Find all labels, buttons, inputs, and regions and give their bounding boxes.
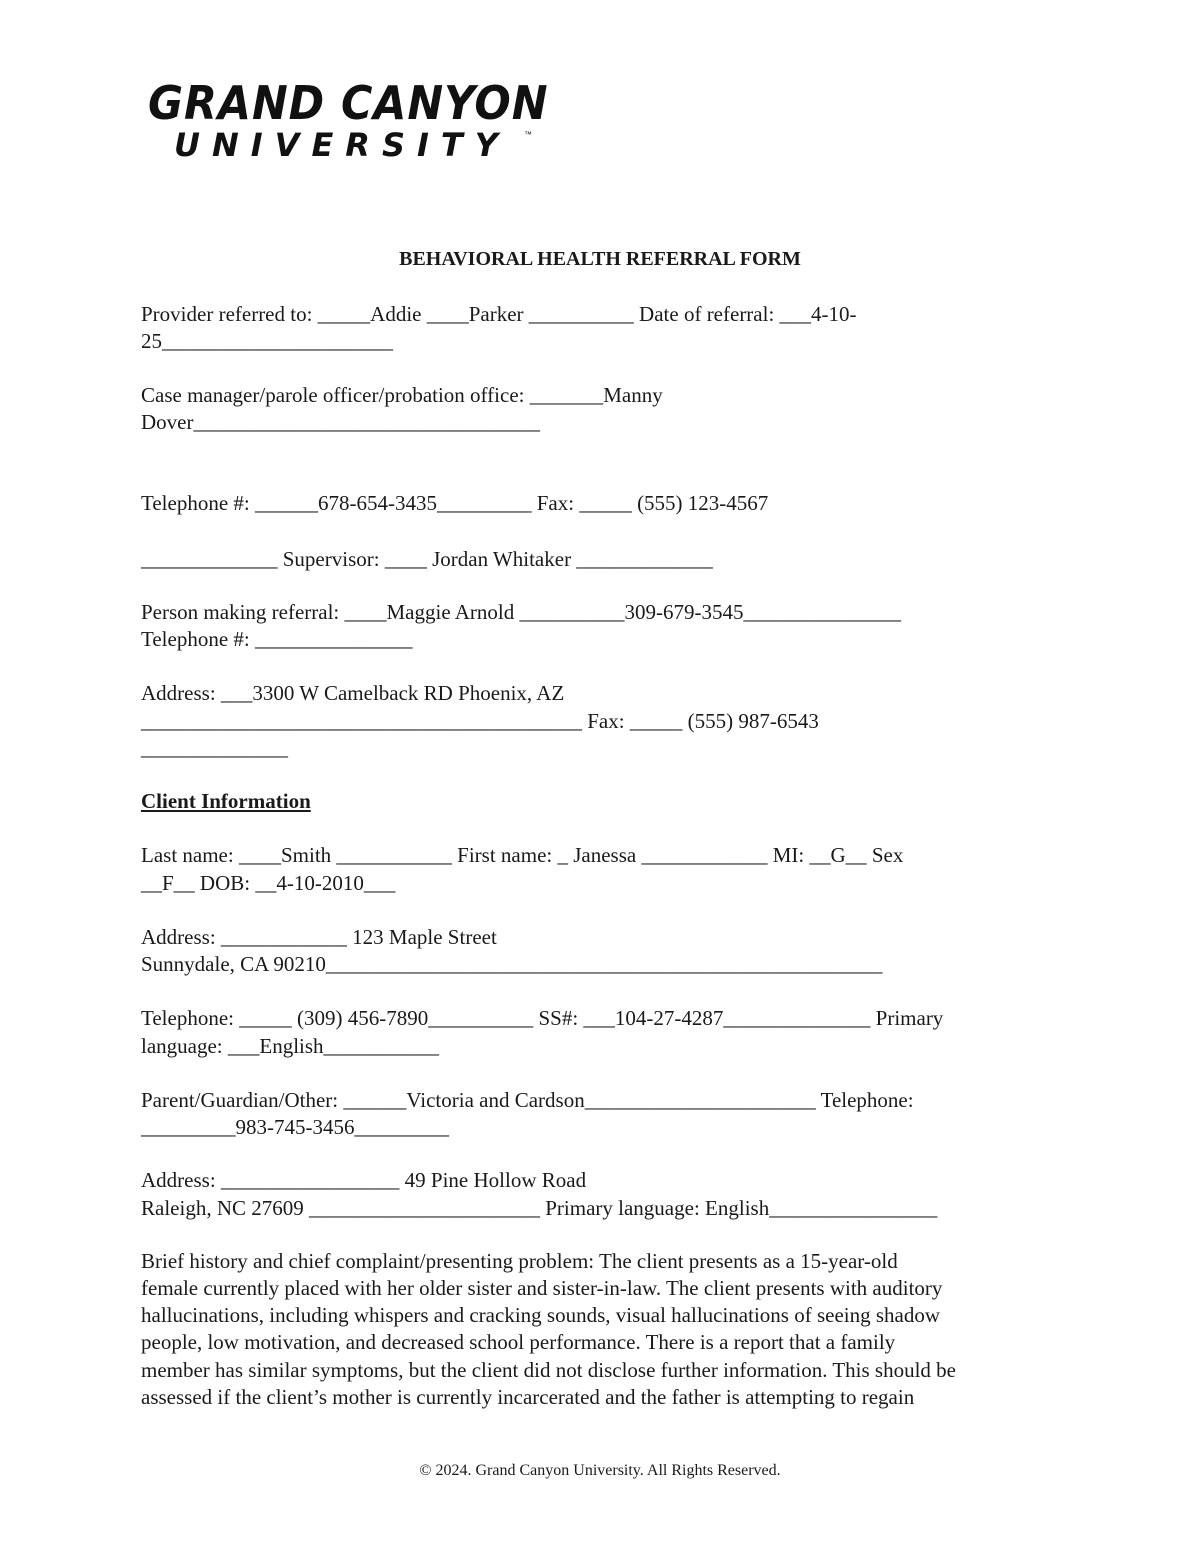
history-line-6: assessed if the client’s mother is currently incarcerated and the father is attempting to regain [141,1385,915,1409]
client-telephone-line: Telephone: _____ (309) 456-7890__________ SS#: ___104-27-4287______________ Primary [141,1006,944,1030]
referrer-blank-line: ______________ [141,736,288,760]
referrer-fax-line: __________________________________________ Fax: _____ (555) 987-6543 [141,709,819,733]
history-line-1: Brief history and chief complaint/presenting problem: The client presents as a 15-year-old [141,1249,898,1273]
client-name-line: Last name: ____Smith ___________ First name: _ Janessa ____________ MI: __G__ Sex [141,843,904,867]
telephone-fax-line: Telephone #: ______678-654-3435_________ Fax: _____ (555) 123-4567 [141,491,769,515]
client-sex-dob-line: __F__ DOB: __4-10-2010___ [141,871,396,895]
case-manager-line: Case manager/parole officer/probation office: _______Manny [141,383,663,407]
case-manager-cont: Dover_________________________________ [141,410,540,434]
referrer-address-line: Address: ___3300 W Camelback RD Phoenix, AZ [141,681,565,705]
logo-line1: GRAND CANYON [148,76,549,130]
person-referral-line: Person making referral: ____Maggie Arnold __________309-679-3545_______________ [141,600,901,624]
university-logo [148,76,568,166]
provider-line: Provider referred to: _____Addie ____Parker __________ Date of referral: ___4-10- [141,302,857,326]
copyright-footer: © 2024. Grand Canyon University. All Rights Reserved. [419,1462,781,1479]
guardian-line: Parent/Guardian/Other: ______Victoria and Cardson______________________ Telephone: [141,1088,914,1112]
guardian-address-cont: Raleigh, NC 27609 ______________________ Primary language: English________________ [141,1196,938,1220]
client-language-line: language: ___English___________ [141,1034,440,1058]
guardian-address-line: Address: _________________ 49 Pine Hollow Road [141,1168,587,1192]
client-information-heading: Client Information [141,789,311,813]
history-line-2: female currently placed with her older sister and sister-in-law. The client presents with auditory [141,1276,943,1300]
history-line-5: member has similar symptoms, but the client did not disclose further information. This should be [141,1358,956,1382]
client-address-line: Address: ____________ 123 Maple Street [141,925,497,949]
client-address-cont: Sunnydale, CA 90210_____________________________________________________ [141,952,883,976]
history-line-4: people, low motivation, and decreased school performance. There is a report that a family [141,1330,896,1354]
logo-trademark: ™ [524,130,532,139]
form-title: BEHAVIORAL HEALTH REFERRAL FORM [399,248,801,270]
supervisor-line: _____________ Supervisor: ____ Jordan Whitaker _____________ [141,547,713,571]
referral-telephone-line: Telephone #: _______________ [141,627,413,651]
guardian-telephone-line: _________983-745-3456_________ [141,1115,449,1139]
logo-line2: UNIVERSITY [174,126,510,164]
history-line-3: hallucinations, including whispers and cracking sounds, visual hallucinations of seeing shadow [141,1303,941,1327]
referral-date-cont: 25______________________ [141,329,393,353]
